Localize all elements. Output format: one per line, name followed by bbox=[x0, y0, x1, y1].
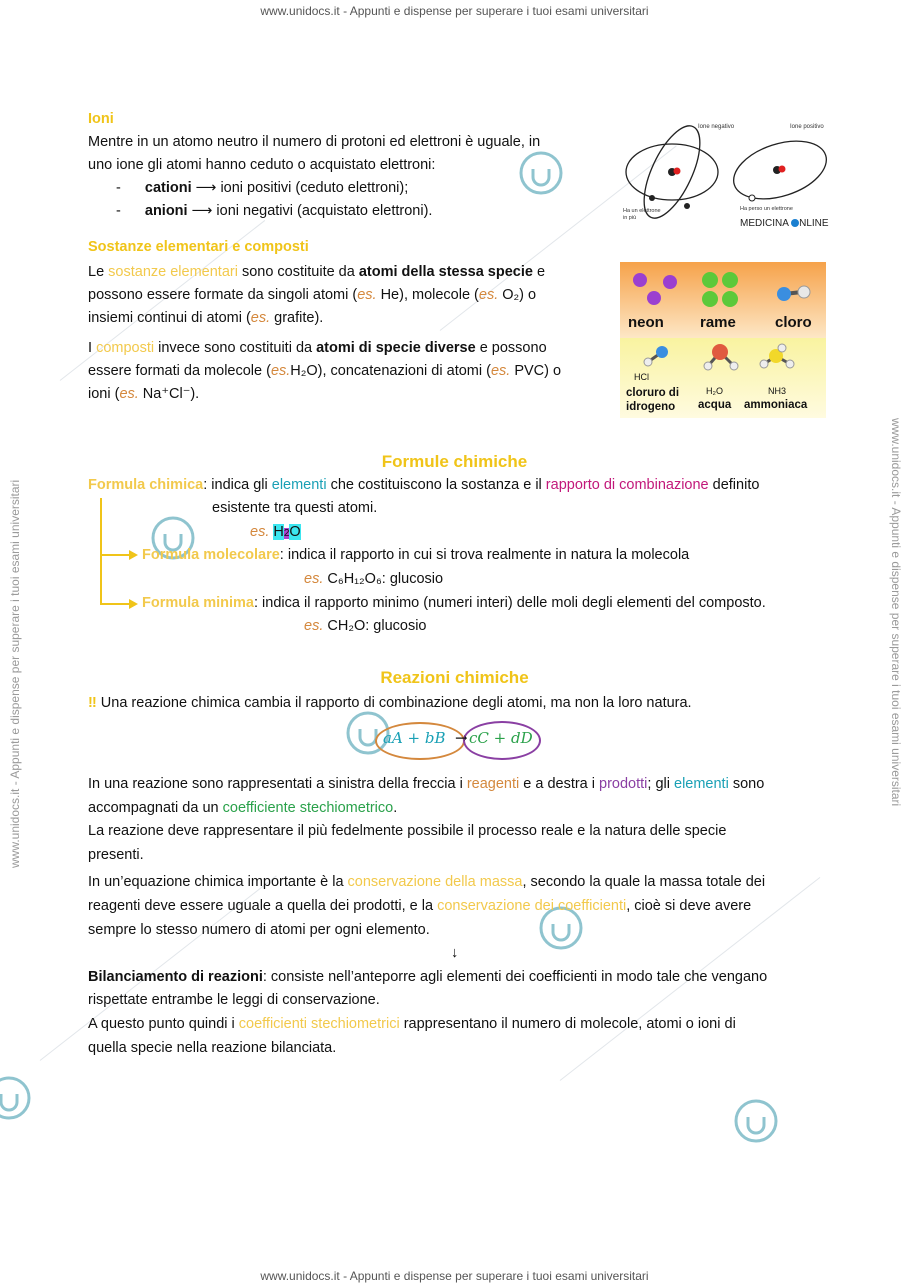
section-title-ioni: Ioni bbox=[88, 111, 114, 127]
bullet-text: ⟶ ioni positivi (ceduto elettroni); bbox=[191, 180, 409, 196]
equation-arrow: → bbox=[455, 729, 468, 747]
sostanze-p1-line3: insiemi continui di atomi (es. grafite). bbox=[88, 310, 324, 326]
arrow-right-icon bbox=[129, 599, 138, 609]
arrow-right-icon bbox=[129, 550, 138, 560]
reaction-equation bbox=[375, 720, 545, 760]
down-arrow-icon: ↓ bbox=[451, 945, 459, 961]
sostanze-p2-line2: essere formati da molecole (es.H₂O), concatenazioni di atomi (es. PVC) o bbox=[88, 363, 562, 379]
label-h2o: H₂O bbox=[706, 386, 723, 396]
reazioni-p3-line1: In un’equazione chimica importante è la conservazione della massa, secondo la quale la massa totale dei bbox=[88, 874, 766, 890]
watermark-logo-icon bbox=[733, 1098, 779, 1144]
brand-medicina-online: MEDICINA NLINE bbox=[740, 218, 829, 229]
ioni-line-1: Mentre in un atomo neutro il numero di protoni ed elettroni è uguale, in bbox=[88, 134, 541, 150]
globe-icon bbox=[791, 219, 799, 227]
tree-connector-vertical bbox=[100, 498, 102, 604]
label-neon: neon bbox=[628, 314, 664, 331]
coefficienti-line2: quella specie nella reazione bilanciata. bbox=[88, 1040, 337, 1056]
ion-figure bbox=[620, 118, 830, 233]
formula-molecolare-definition: Formula molecolare: indica il rapporto in cui si trova realmente in natura la molecola bbox=[142, 547, 690, 563]
formula-chimica-example: es. H2O bbox=[250, 524, 301, 540]
section-title-reazioni: Reazioni chimiche bbox=[380, 668, 529, 687]
watermark-bottom: www.unidocs.it - Appunti e dispense per superare i tuoi esami universitari bbox=[260, 1269, 649, 1283]
term-sostanze-elementari: sostanze elementari bbox=[108, 264, 238, 280]
bullet-dash: - bbox=[116, 180, 121, 196]
label-elettrone-in-piu: Ha un elettrone in più bbox=[623, 208, 661, 221]
equation-right: cC + dD bbox=[469, 729, 533, 747]
term-formula-chimica: Formula chimica bbox=[88, 477, 204, 493]
label-acqua: acqua bbox=[698, 399, 732, 411]
molecules-figure bbox=[620, 262, 826, 418]
sostanze-p1-line2: possono essere formate da singoli atomi (es. He), molecole (es. O₂) o bbox=[88, 287, 537, 303]
reazioni-intro: ‼ Una reazione chimica cambia il rapporto di combinazione degli atomi, ma non la loro natura. bbox=[88, 695, 692, 711]
coefficienti-line1: A questo punto quindi i coefficienti stechiometrici rappresentano il numero di molecole, atomi o ioni di bbox=[88, 1016, 736, 1032]
term-composti: composti bbox=[96, 340, 155, 356]
ioni-line-2: uno ione gli atomi hanno ceduto o acquistato elettroni: bbox=[88, 157, 436, 173]
watermark-logo-icon bbox=[518, 150, 564, 196]
tree-connector-branch-1 bbox=[100, 554, 132, 556]
reazioni-p2-line2: presenti. bbox=[88, 847, 144, 863]
warning-icon: ‼ bbox=[88, 695, 97, 711]
term-cationi: cationi bbox=[144, 180, 192, 196]
reazioni-p3-line2: reagenti deve essere uguale a quella dei prodotti, e la conservazione dei coefficienti, cioè si deve avere bbox=[88, 898, 752, 914]
reazioni-p3-line3: sempre lo stesso numero di atomi per ogni elemento. bbox=[88, 922, 430, 938]
reazioni-p1-line2: accompagnati da un coefficiente stechiometrico. bbox=[88, 800, 398, 816]
equation-left: aA + bB bbox=[383, 729, 446, 747]
bilanciamento-line2: rispettate entrambe le leggi di conservazione. bbox=[88, 992, 380, 1008]
watermark-top: www.unidocs.it - Appunti e dispense per superare i tuoi esami universitari bbox=[260, 4, 649, 18]
tree-connector-branch-2 bbox=[100, 603, 132, 605]
section-title-formule: Formule chimiche bbox=[381, 452, 528, 471]
formula-chimica-definition-line2: esistente tra questi atomi. bbox=[212, 500, 378, 516]
formula-minima-definition: Formula minima: indica il rapporto minimo (numeri interi) delle moli degli elementi del composto. bbox=[142, 595, 766, 611]
label-cloro: cloro bbox=[775, 314, 812, 331]
label-rame: rame bbox=[700, 314, 736, 331]
label-ammoniaca: ammoniaca bbox=[744, 399, 808, 411]
label-ione-negativo: Ione negativo bbox=[698, 124, 735, 130]
term-anioni: anioni bbox=[144, 203, 188, 219]
bullet-text: ⟶ ioni negativi (acquistato elettroni). bbox=[187, 203, 433, 219]
formula-chimica-definition: Formula chimica: indica gli elementi che costituiscono la sostanza e il rapporto di combinazione definito bbox=[88, 477, 760, 493]
label-cloruro-idrogeno: cloruro di idrogeno bbox=[626, 387, 680, 413]
sostanze-p2-line1: I composti invece sono costituiti da atomi di specie diverse e possono bbox=[88, 340, 547, 356]
ioni-bullet-cationi bbox=[116, 177, 408, 200]
ioni-bullet-anioni bbox=[116, 200, 432, 223]
sostanze-p1-line1: Le sostanze elementari sono costituite da atomi della stessa specie e bbox=[88, 264, 546, 280]
bullet-dash: - bbox=[116, 203, 121, 219]
watermark-right: www.unidocs.it - Appunti e dispense per superare i tuoi esami universitari bbox=[889, 418, 903, 807]
bilanciamento-line1: Bilanciamento di reazioni: consiste nell’anteporre agli elementi dei coefficienti in modo tale che vengano bbox=[88, 969, 768, 985]
watermark-logo-icon bbox=[0, 1075, 32, 1121]
reazioni-p1-line1: In una reazione sono rappresentati a sinistra della freccia i reagenti e a destra i prodotti; gli elementi sono bbox=[88, 776, 765, 792]
sostanze-p2-line3: ioni (es. Na⁺Cl⁻). bbox=[88, 386, 200, 402]
reazioni-p2-line1: La reazione deve rappresentare il più fedelmente possibile il processo reale e la natura delle specie bbox=[88, 823, 727, 839]
section-title-sostanze: Sostanze elementari e composti bbox=[88, 239, 309, 255]
label-ione-positivo: Ione positivo bbox=[790, 124, 824, 130]
label-perso-elettrone: Ha perso un elettrone bbox=[740, 206, 793, 212]
formula-minima-example: es. CH₂O: glucosio bbox=[304, 618, 427, 634]
watermark-left: www.unidocs.it - Appunti e dispense per superare i tuoi esami universitari bbox=[8, 479, 22, 868]
formula-molecolare-example: es. C₆H₁₂O₆: glucosio bbox=[304, 571, 444, 587]
label-hcl: HCl bbox=[634, 372, 649, 382]
label-nh3: NH3 bbox=[768, 386, 787, 396]
